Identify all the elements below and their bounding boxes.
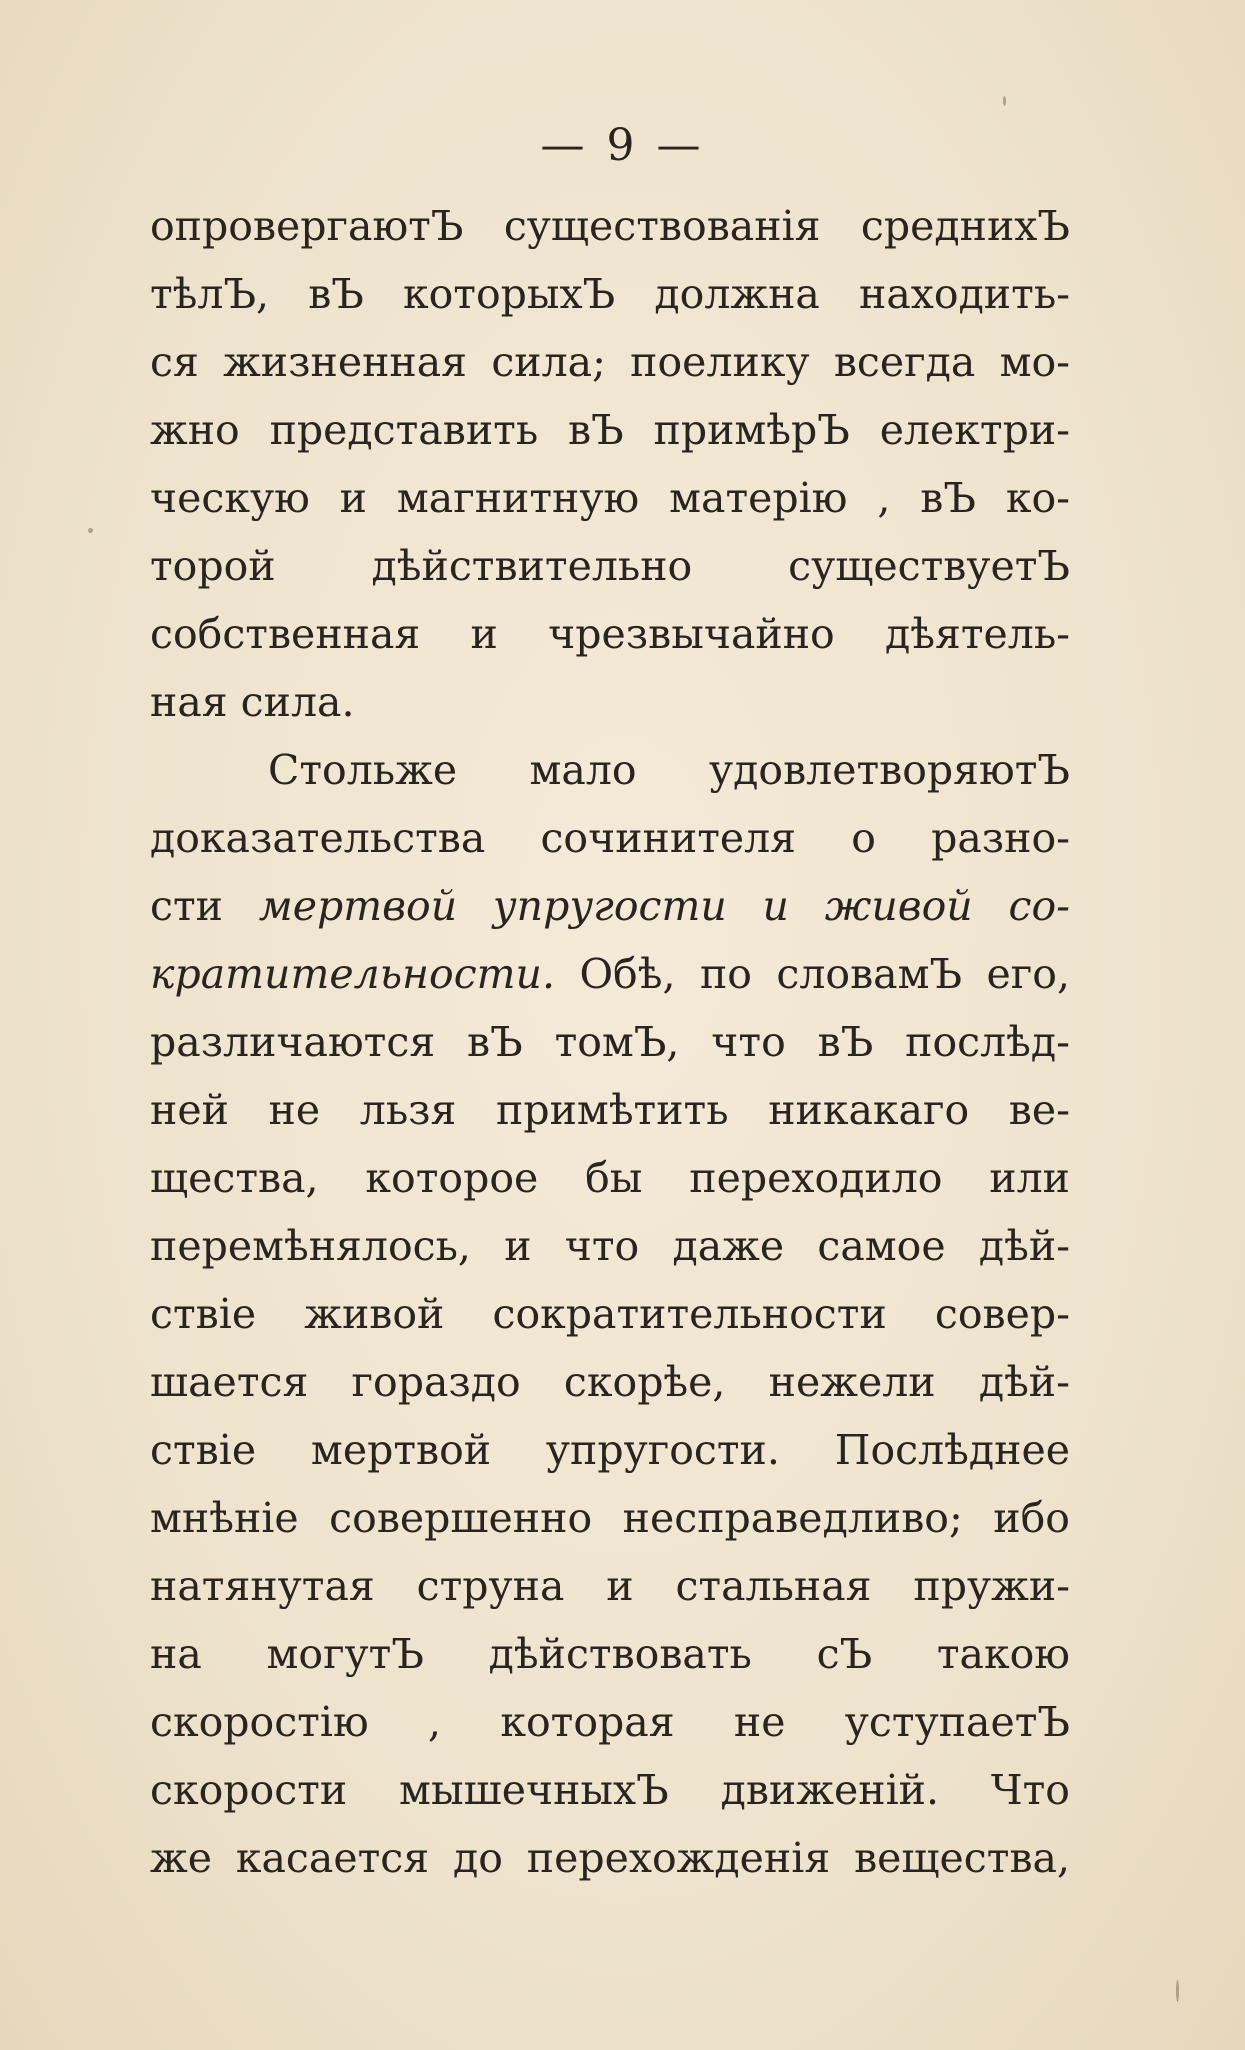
text-segment: различаются вЪ томЪ, что вЪ послѣд-	[150, 1018, 1070, 1066]
text-segment: ная сила.	[150, 678, 355, 726]
text-segment: собственная и чрезвычайно дѣятель-	[150, 610, 1070, 658]
text-segment: опровергаютЪ существованія среднихЪ	[150, 202, 1070, 250]
text-segment: щества, которое бы переходило или	[150, 1154, 1070, 1202]
body-text	[150, 192, 1070, 1892]
paper-speck	[1003, 96, 1006, 106]
text-line	[150, 396, 1070, 464]
text-line	[150, 464, 1070, 532]
text-segment: Обѣ, по словамЪ его,	[555, 950, 1070, 998]
text-segment: торой дѣйствительно существуетЪ	[150, 542, 1070, 590]
text-line	[150, 192, 1070, 260]
text-line	[150, 1348, 1070, 1416]
text-line	[150, 1620, 1070, 1688]
text-line	[150, 1212, 1070, 1280]
text-segment: ствіе живой сократительности совер-	[150, 1290, 1070, 1338]
text-line	[150, 1144, 1070, 1212]
italic-text: мертвой упругости и живой со-	[258, 882, 1070, 930]
text-segment: мнѣніе совершенно несправедливо; ибо	[150, 1494, 1070, 1542]
text-line	[150, 1076, 1070, 1144]
text-segment: сти	[150, 882, 259, 930]
text-line	[150, 1416, 1070, 1484]
text-segment: ствіе мертвой упругости. Послѣднее	[150, 1426, 1070, 1474]
text-line	[150, 1008, 1070, 1076]
text-line	[150, 532, 1070, 600]
text-segment: перемѣнялось, и что даже самое дѣй-	[150, 1222, 1070, 1270]
text-line	[150, 1280, 1070, 1348]
text-segment: же касается до перехожденія вещества,	[150, 1834, 1070, 1882]
text-segment: на могутЪ дѣйствовать сЪ такою	[150, 1630, 1070, 1678]
text-line	[150, 600, 1070, 668]
page-number: — 9 —	[540, 120, 705, 171]
text-line	[150, 1688, 1070, 1756]
italic-text: кратительности.	[150, 950, 555, 998]
text-segment: скорости мышечныхЪ движеній. Что	[150, 1766, 1070, 1814]
text-line	[150, 940, 1070, 1008]
text-segment: шается гораздо скорѣе, нежели дѣй-	[150, 1358, 1070, 1406]
text-line	[150, 1484, 1070, 1552]
paper-speck	[1176, 1980, 1179, 2002]
text-line	[150, 1552, 1070, 1620]
text-segment: Стольже мало удовлетворяютЪ	[268, 746, 1070, 794]
text-line	[150, 736, 1070, 804]
text-segment: тѣлЪ, вЪ которыхЪ должна находить-	[150, 270, 1070, 318]
text-segment: ческую и магнитную матерію , вЪ ко-	[150, 474, 1070, 522]
text-line	[150, 260, 1070, 328]
text-line	[150, 328, 1070, 396]
paper-speck	[88, 528, 93, 533]
text-segment: ней не льзя примѣтить никакаго ве-	[150, 1086, 1070, 1134]
text-line	[150, 668, 1070, 736]
text-line	[150, 804, 1070, 872]
text-line	[150, 872, 1070, 940]
text-line	[150, 1756, 1070, 1824]
text-segment: натянутая струна и стальная пружи-	[150, 1562, 1070, 1610]
text-segment: скоростію , которая не уступаетЪ	[150, 1698, 1070, 1746]
text-segment: доказательства сочинителя о разно-	[150, 814, 1070, 862]
text-segment: ся жизненная сила; поелику всегда мо-	[150, 338, 1070, 386]
text-line	[150, 1824, 1070, 1892]
text-segment: жно представить вЪ примѣрЪ електри-	[150, 406, 1070, 454]
